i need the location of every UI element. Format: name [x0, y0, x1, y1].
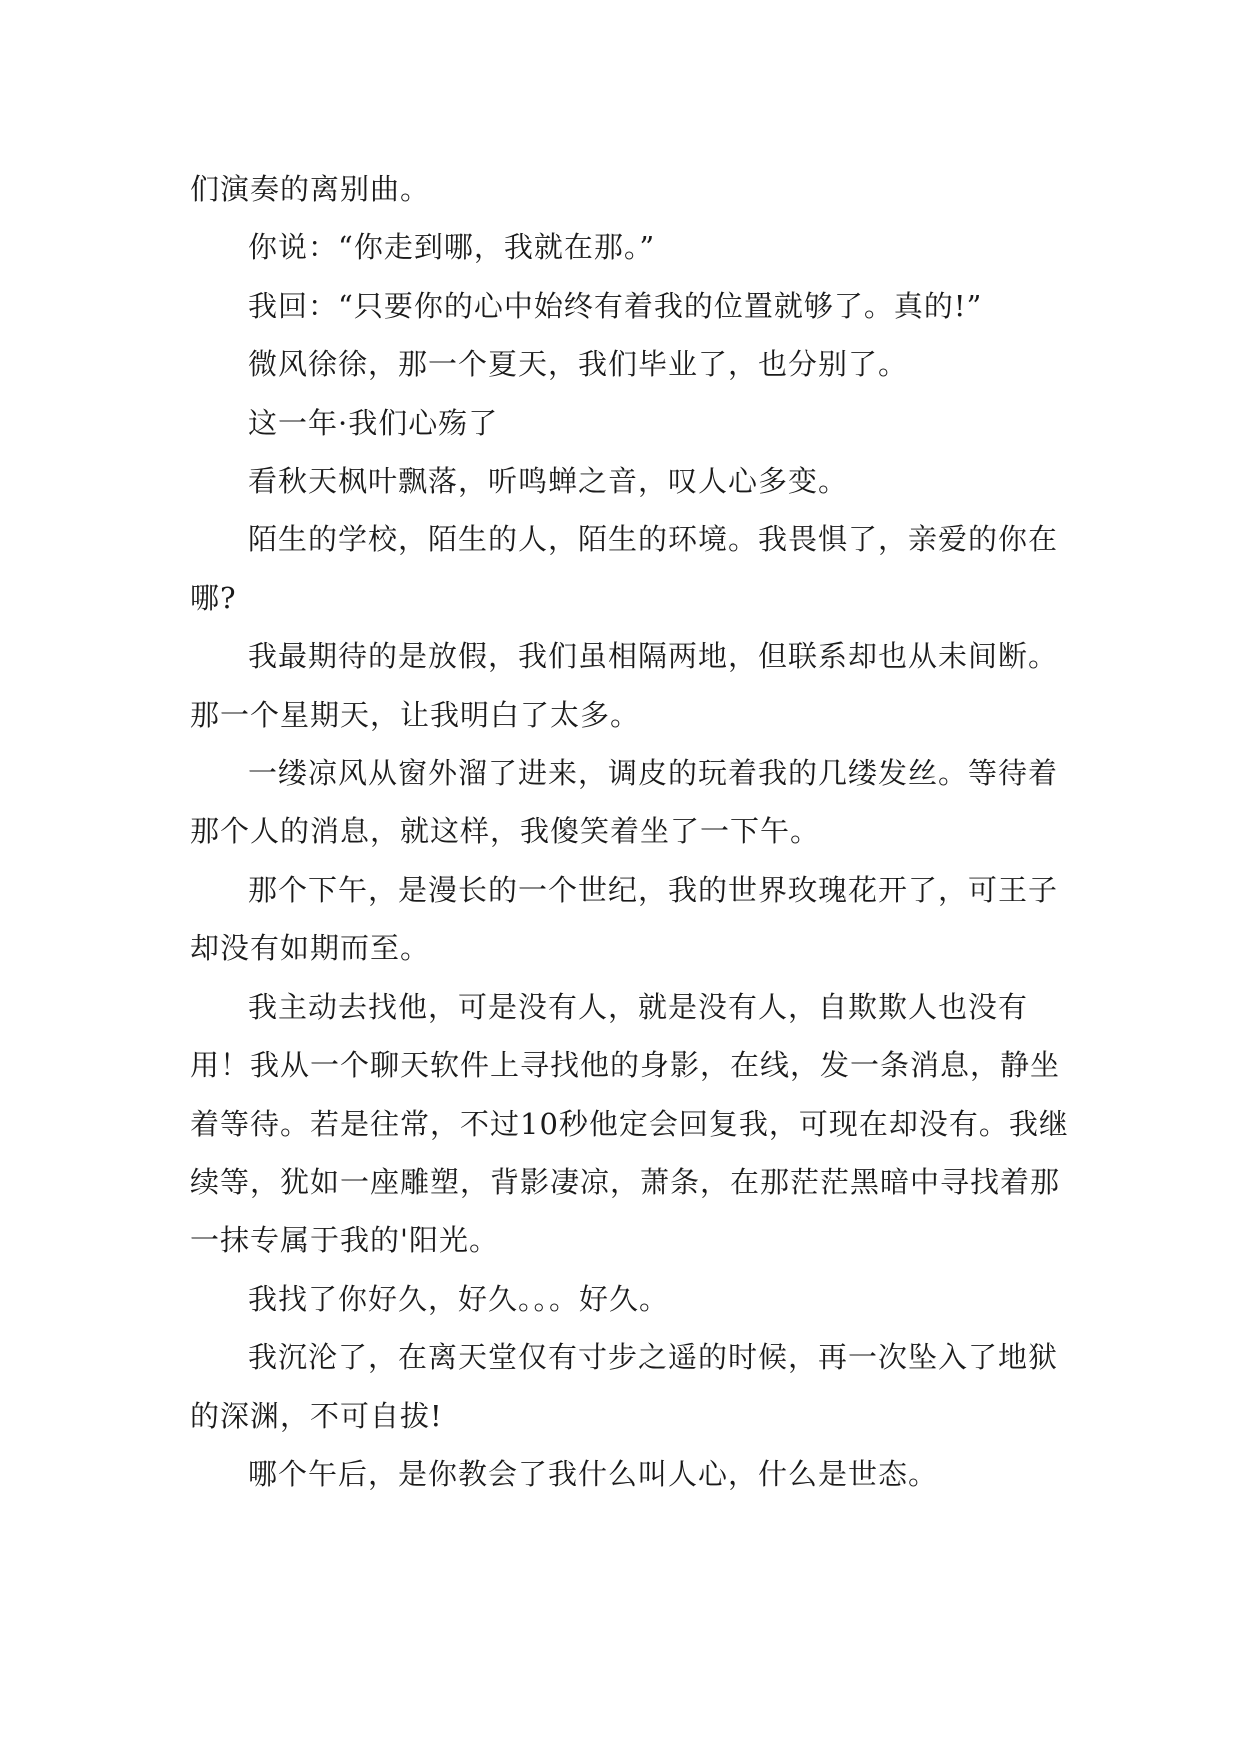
paragraph: 一缕凉风从窗外溜了进来，调皮的玩着我的几缕发丝。等待着那个人的消息，就这样，我傻笑着坐了一下午。 [190, 756, 1059, 849]
section-heading: 这一年·我们心殇了 [248, 405, 499, 440]
paragraph: 我沉沦了，在离天堂仅有寸步之遥的时候，再一次坠入了地狱的深渊，不可自拔! [190, 1340, 1059, 1433]
document-body [190, 160, 1070, 1503]
paragraph: 陌生的学校，陌生的人，陌生的环境。我畏惧了，亲爱的你在哪? [190, 522, 1059, 615]
paragraph: 我找了你好久，好久。。。好久。 [248, 1281, 670, 1316]
paragraph: 们演奏的离别曲。 [190, 172, 431, 206]
paragraph: 我最期待的是放假，我们虽相隔两地，但联系却也从未间断。那一个星期天，让我明白了太多。 [190, 639, 1059, 732]
paragraph: 微风徐徐，那一个夏天，我们毕业了，也分别了。 [248, 347, 909, 382]
paragraph: 我回：“只要你的心中始终有着我的位置就够了。真的!” [248, 288, 983, 323]
paragraph: 那个下午，是漫长的一个世纪，我的世界玫瑰花开了，可王子却没有如期而至。 [190, 872, 1059, 966]
paragraph: 哪个午后，是你教会了我什么叫人心，什么是世态。 [248, 1456, 939, 1491]
paragraph: 我主动去找他，可是没有人，就是没有人，自欺欺人也没有用！我从一个聊天软件上寻找他的身影，在线，发一条消息，静坐着等待。若是往常，不过10秒他定会回复我，可现在却没有。我继续等，犹如一座雕塑，背影凄凉，萧条，在那茫茫黑暗中寻找着那一抹专属于我的'阳光。 [190, 989, 1069, 1258]
paragraph: 看秋天枫叶飘落，听鸣蝉之音，叹人心多变。 [248, 464, 849, 499]
paragraph: 你说：“你走到哪，我就在那。” [248, 230, 656, 265]
